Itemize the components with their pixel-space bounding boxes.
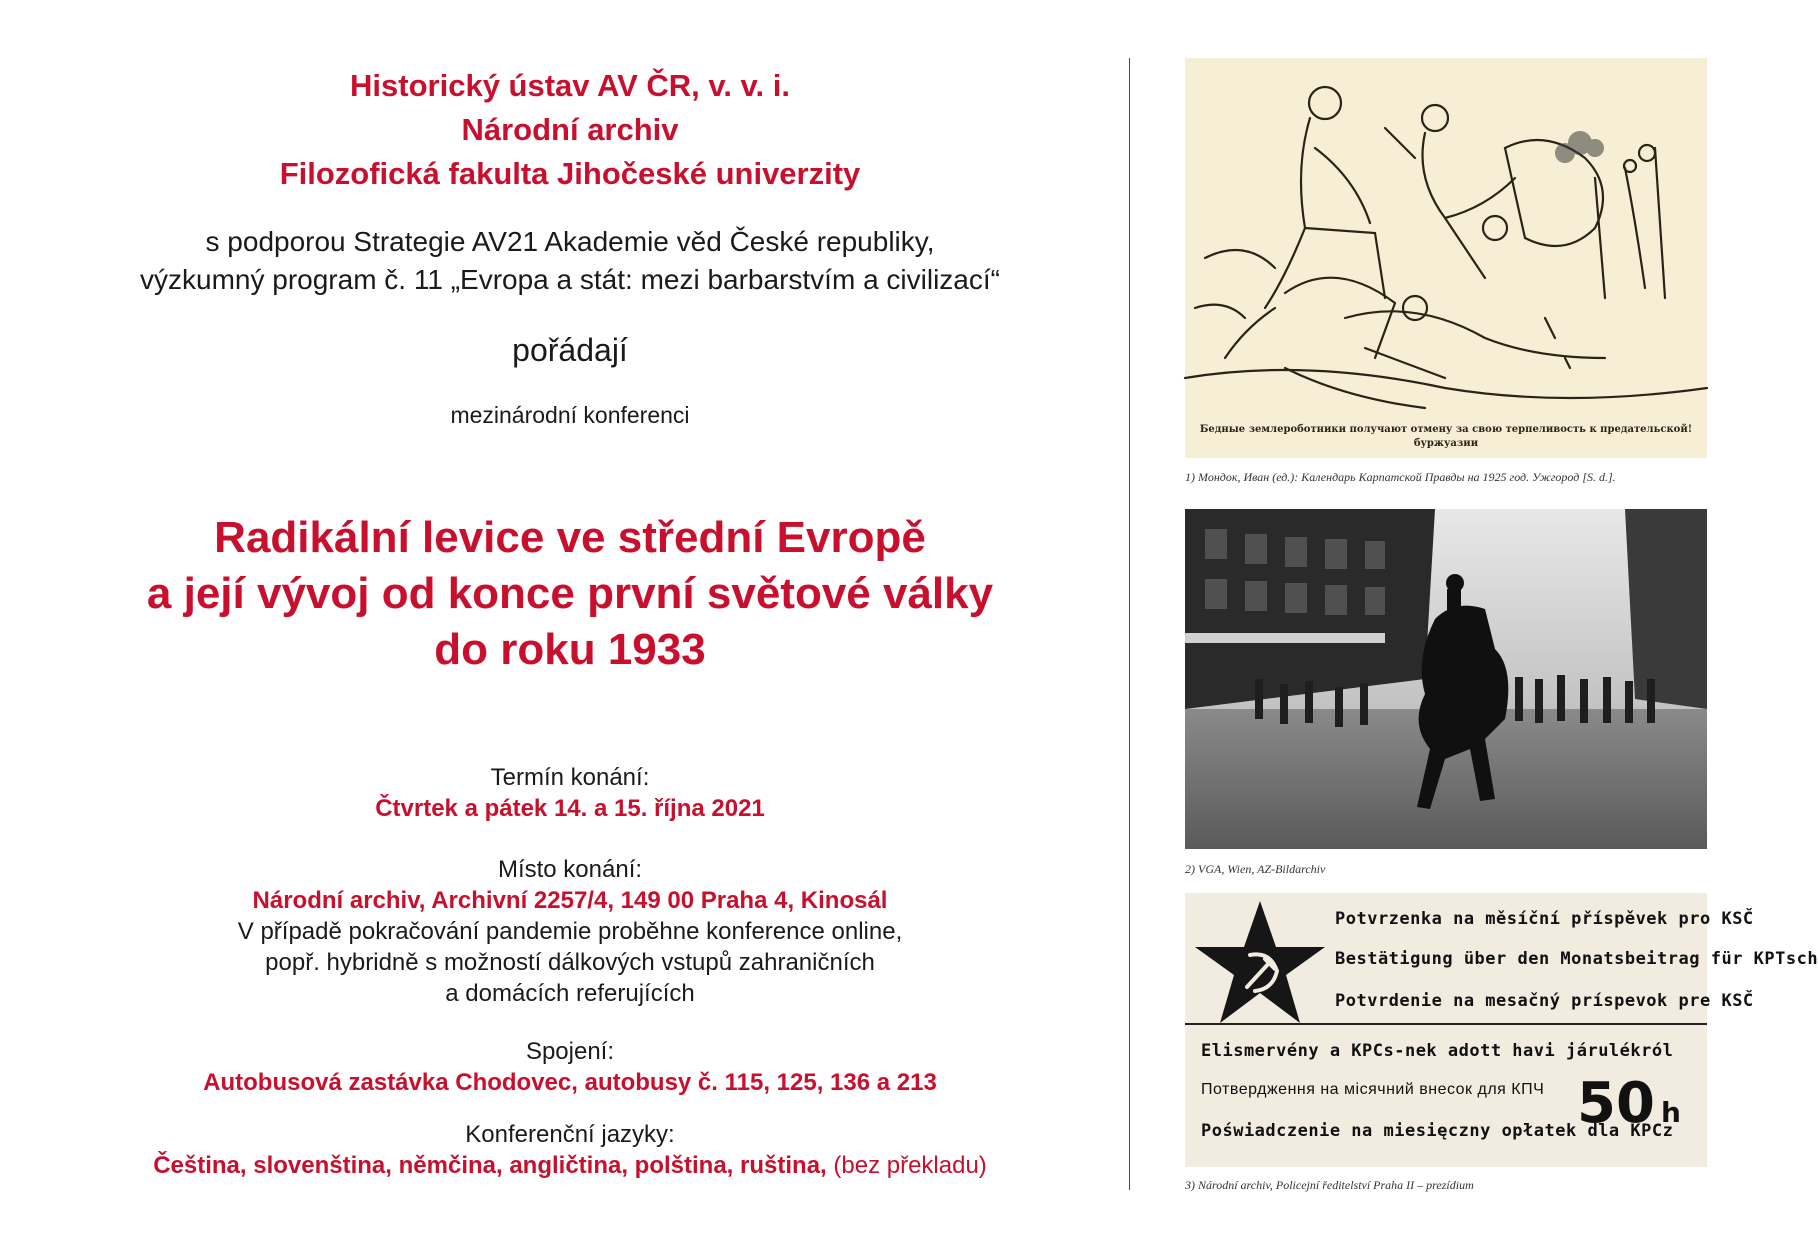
receipt-line-3: Potvrdenie na mesačný príspevok pre KSČ <box>1335 991 1754 1011</box>
conference-title <box>40 510 1100 678</box>
date-section <box>40 762 1100 824</box>
receipt-amount-unit: h <box>1660 1096 1681 1129</box>
support-statement <box>40 223 1100 299</box>
receipt-amount <box>1577 1071 1681 1136</box>
venue-note-2: popř. hybridně s možností dálkových vstupů zahraničních <box>265 949 875 976</box>
membership-receipt <box>1185 893 1818 1167</box>
venue-label: Místo konání: <box>497 856 643 883</box>
title-line-3: do roku 1933 <box>434 625 706 674</box>
transport-label: Spojení: <box>525 1038 615 1065</box>
venue-note-1: V případě pokračování pandemie proběhne konference online, <box>237 918 903 945</box>
support-line-2: výzkumný program č. 11 „Evropa a stát: mezi barbarstvím a civilizací“ <box>140 264 1000 295</box>
receipt-line-6: Poświadczenie na miesięczny opłatek dla KPCz <box>1201 1121 1674 1141</box>
languages-value: Čeština, slovenština, němčina, angličtina, polština, ruština, <box>153 1152 827 1179</box>
receipt-amount-number: 50 <box>1577 1071 1655 1136</box>
organizers <box>40 64 1100 196</box>
image-3-caption: 3) Národní archiv, Policejní ředitelství Praha II – prezídium <box>1185 1178 1474 1192</box>
vertical-divider <box>1129 58 1130 1190</box>
star-icon <box>1195 901 1325 1023</box>
languages-label: Konferenční jazyky: <box>465 1121 675 1148</box>
invitation-text <box>40 0 1100 1240</box>
venue-note-3: a domácích referujících <box>445 980 695 1007</box>
venue-value: Národní archiv, Archivní 2257/4, 149 00 Praha 4, Kinosál <box>252 887 888 914</box>
poradaji-text: pořádají <box>512 332 628 368</box>
receipt-line-5: Потвердження на місячний внесок для КПЧ <box>1201 1081 1545 1098</box>
cartoon-caption-line-1: Бедные землероботники получают отмену за свою терпеливость к предательской! <box>1199 424 1693 435</box>
image-1-caption: 1) Мондок, Иван (ед.): Календарь Карпатской Правды на 1925 год. Ужгород [S. d.]. <box>1185 470 1616 484</box>
title-line-1: Radikální levice ve střední Evropě <box>214 513 926 562</box>
venue-section <box>40 854 1100 1009</box>
transport-section <box>40 1036 1100 1098</box>
organizer-3: Filozofická fakulta Jihočeské univerzity <box>279 156 861 191</box>
support-line-1: s podporou Strategie AV21 Akademie věd České republiky, <box>205 226 935 257</box>
title-line-2: a její vývoj od konce první světové války <box>146 569 994 618</box>
languages-section <box>40 1119 1100 1181</box>
receipt-line-4: Elismervény a KPCs-nek adott havi járulékról <box>1201 1041 1674 1061</box>
receipt-line-2: Bestätigung über den Monatsbeitrag für KPTsch <box>1335 949 1818 969</box>
cartoon-image <box>1185 58 1707 458</box>
organizer-1: Historický ústav AV ČR, v. v. i. <box>350 68 790 103</box>
street-photo <box>1185 509 1707 849</box>
conference-type: mezinárodní konferenci <box>450 402 690 428</box>
organizer-2: Národní archiv <box>461 112 679 147</box>
street-photo-art <box>1185 509 1707 849</box>
cartoon-sketch <box>1185 58 1707 458</box>
date-value: Čtvrtek a pátek 14. a 15. října 2021 <box>375 795 765 822</box>
transport-value: Autobusová zastávka Chodovec, autobusy č. 115, 125, 136 a 213 <box>203 1069 937 1096</box>
languages-note: (bez překladu) <box>833 1152 987 1179</box>
image-2-caption: 2) VGA, Wien, AZ-Bildarchiv <box>1185 862 1326 876</box>
receipt-line-1: Potvrzenka na měsíční příspěvek pro KSČ <box>1335 909 1754 929</box>
cartoon-caption-line-2: буржуазии <box>1413 438 1479 449</box>
date-label: Termín konání: <box>490 764 650 791</box>
